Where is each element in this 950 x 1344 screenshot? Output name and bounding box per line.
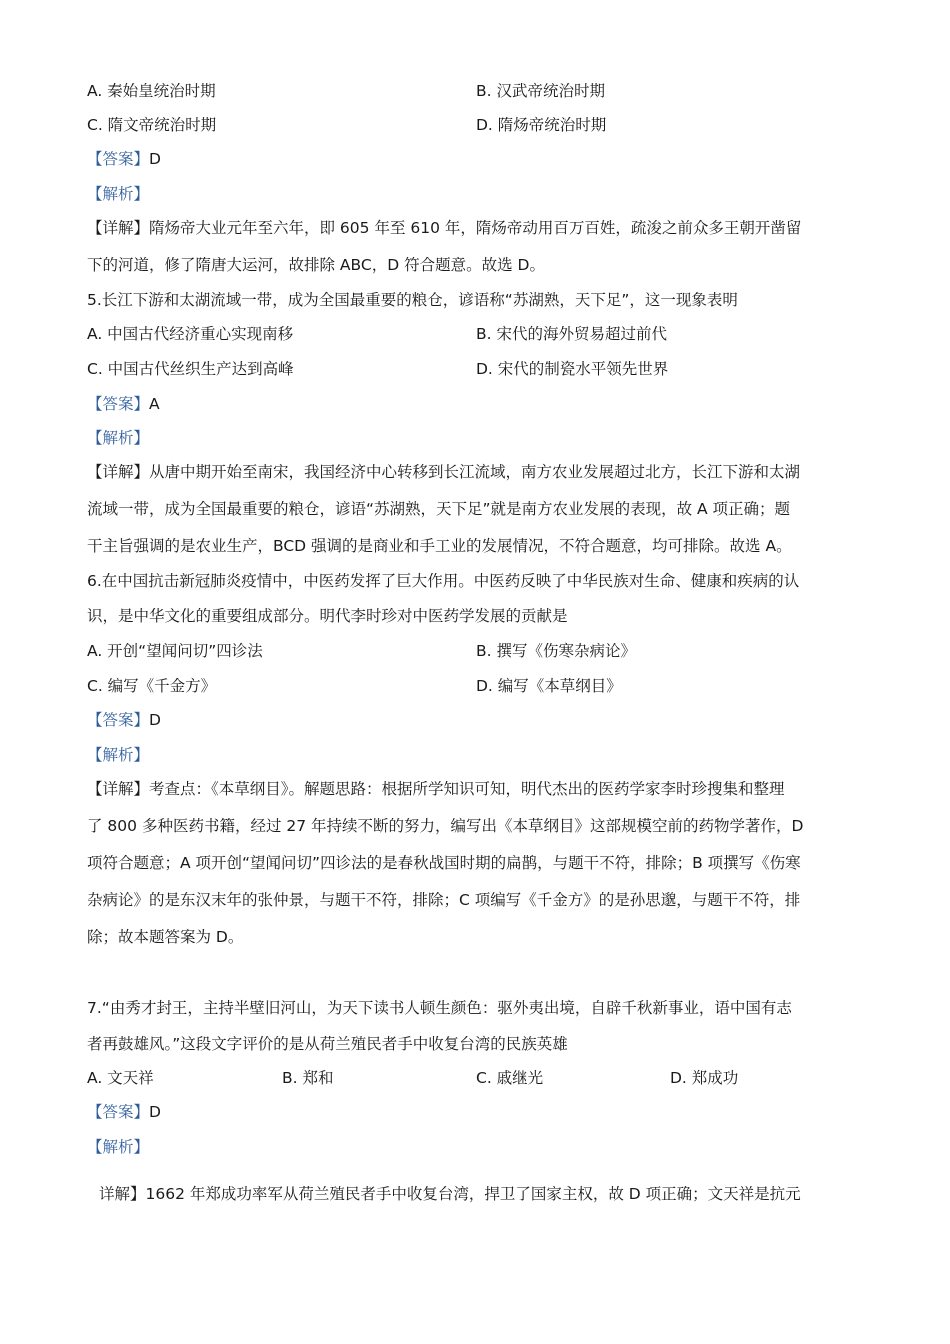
q6-detail-line: 项符合题意；A 项开创“望闻问切”四诊法的是春秋战国时期的扁鹊，与题干不符，排除；B 项撰写《伤寒 [87, 854, 801, 872]
answer-tag: 【答案】 [87, 711, 150, 729]
q5-option-d: D. 宋代的制瓷水平领先世界 [476, 360, 669, 378]
q6-stem-line: 识，是中华文化的重要组成部分。明代李时珍对中医药学发展的贡献是 [87, 607, 568, 625]
q4-answer [87, 149, 877, 169]
q6-option-a: A. 开创“望闻问切”四诊法 [87, 642, 263, 660]
answer-value: A [149, 395, 160, 413]
q6-detail-line: 除；故本题答案为 D。 [87, 928, 244, 946]
q5-detail-line: 流域一带，成为全国最重要的粮仓，谚语“苏湖熟，天下足”就是南方农业发展的表现，故 A 项正确；题 [87, 500, 791, 518]
q7-option-d: D. 郑成功 [670, 1069, 739, 1087]
q6-analysis-tag: 【解析】 [87, 746, 150, 764]
q5-option-c: C. 中国古代丝织生产达到高峰 [87, 360, 294, 378]
answer-value: D [149, 711, 161, 729]
q6-answer [87, 710, 877, 730]
q7-stem-line: 7.“由秀才封王，主持半壁旧河山，为天下读书人顿生颜色：驱外夷出境，自辟千秋新事业，语中国有志 [87, 999, 792, 1017]
answer-tag: 【答案】 [87, 150, 150, 168]
q6-option-b: B. 撰写《伤寒杂病论》 [476, 642, 636, 660]
q4-detail-line: 下的河道，修了隋唐大运河，故排除 ABC，D 符合题意。故选 D。 [87, 256, 545, 274]
q6-option-c: C. 编写《千金方》 [87, 677, 217, 695]
q4-detail-line: 【详解】隋炀帝大业元年至六年，即 605 年至 610 年，隋炀帝动用百万百姓，疏浚之前众多王朝开凿留 [87, 219, 802, 237]
q7-analysis-tag: 【解析】 [87, 1138, 150, 1156]
q5-detail-line: 干主旨强调的是农业生产，BCD 强调的是商业和手工业的发展情况，不符合题意，均可排除。故选 A。 [87, 537, 792, 555]
answer-tag: 【答案】 [87, 1103, 150, 1121]
answer-value: D [149, 150, 161, 168]
q6-detail-line: 了 800 多种医药书籍，经过 27 年持续不断的努力，编写出《本草纲目》这部规模空前的药物学著作，D [87, 817, 804, 835]
q5-analysis-tag: 【解析】 [87, 429, 150, 447]
q6-option-d: D. 编写《本草纲目》 [476, 677, 622, 695]
answer-tag: 【答案】 [87, 395, 150, 413]
q4-option-a: A. 秦始皇统治时期 [87, 82, 216, 100]
answer-value: D [149, 1103, 161, 1121]
q7-stem-line: 者再鼓雄风。”这段文字评价的是从荷兰殖民者手中收复台湾的民族英雄 [87, 1035, 568, 1053]
q6-detail-line: 【详解】考查点：《本草纲目》。解题思路：根据所学知识可知，明代杰出的医药学家李时珍搜集和整理 [87, 780, 785, 798]
q4-option-b: B. 汉武帝统治时期 [476, 82, 605, 100]
q6-stem-line: 6.在中国抗击新冠肺炎疫情中，中医药发挥了巨大作用。中医药反映了中华民族对生命、健康和疾病的认 [87, 572, 800, 590]
q7-option-a: A. 文天祥 [87, 1069, 154, 1087]
q4-option-d: D. 隋炀帝统治时期 [476, 116, 607, 134]
q7-detail-line: 详解】1662 年郑成功率军从荷兰殖民者手中收复台湾，捍卫了国家主权，故 D 项正确；文天祥是抗元 [99, 1185, 801, 1203]
q4-analysis-tag: 【解析】 [87, 185, 150, 203]
q4-option-c: C. 隋文帝统治时期 [87, 116, 217, 134]
q5-answer [87, 394, 877, 414]
q7-option-c: C. 戚继光 [476, 1069, 544, 1087]
q5-option-b: B. 宋代的海外贸易超过前代 [476, 325, 667, 343]
q5-option-a: A. 中国古代经济重心实现南移 [87, 325, 294, 343]
q5-detail-line: 【详解】从唐中期开始至南宋，我国经济中心转移到长江流域，南方农业发展超过北方，长江下游和太湖 [87, 463, 801, 481]
q7-answer [87, 1102, 877, 1122]
q6-detail-line: 杂病论》的是东汉末年的张仲景，与题干不符，排除；C 项编写《千金方》的是孙思邈，与题干不符，排 [87, 891, 801, 909]
q5-stem: 5.长江下游和太湖流域一带，成为全国最重要的粮仓，谚语称“苏湖熟，天下足”，这一现象表明 [87, 291, 738, 309]
q7-option-b: B. 郑和 [282, 1069, 334, 1087]
